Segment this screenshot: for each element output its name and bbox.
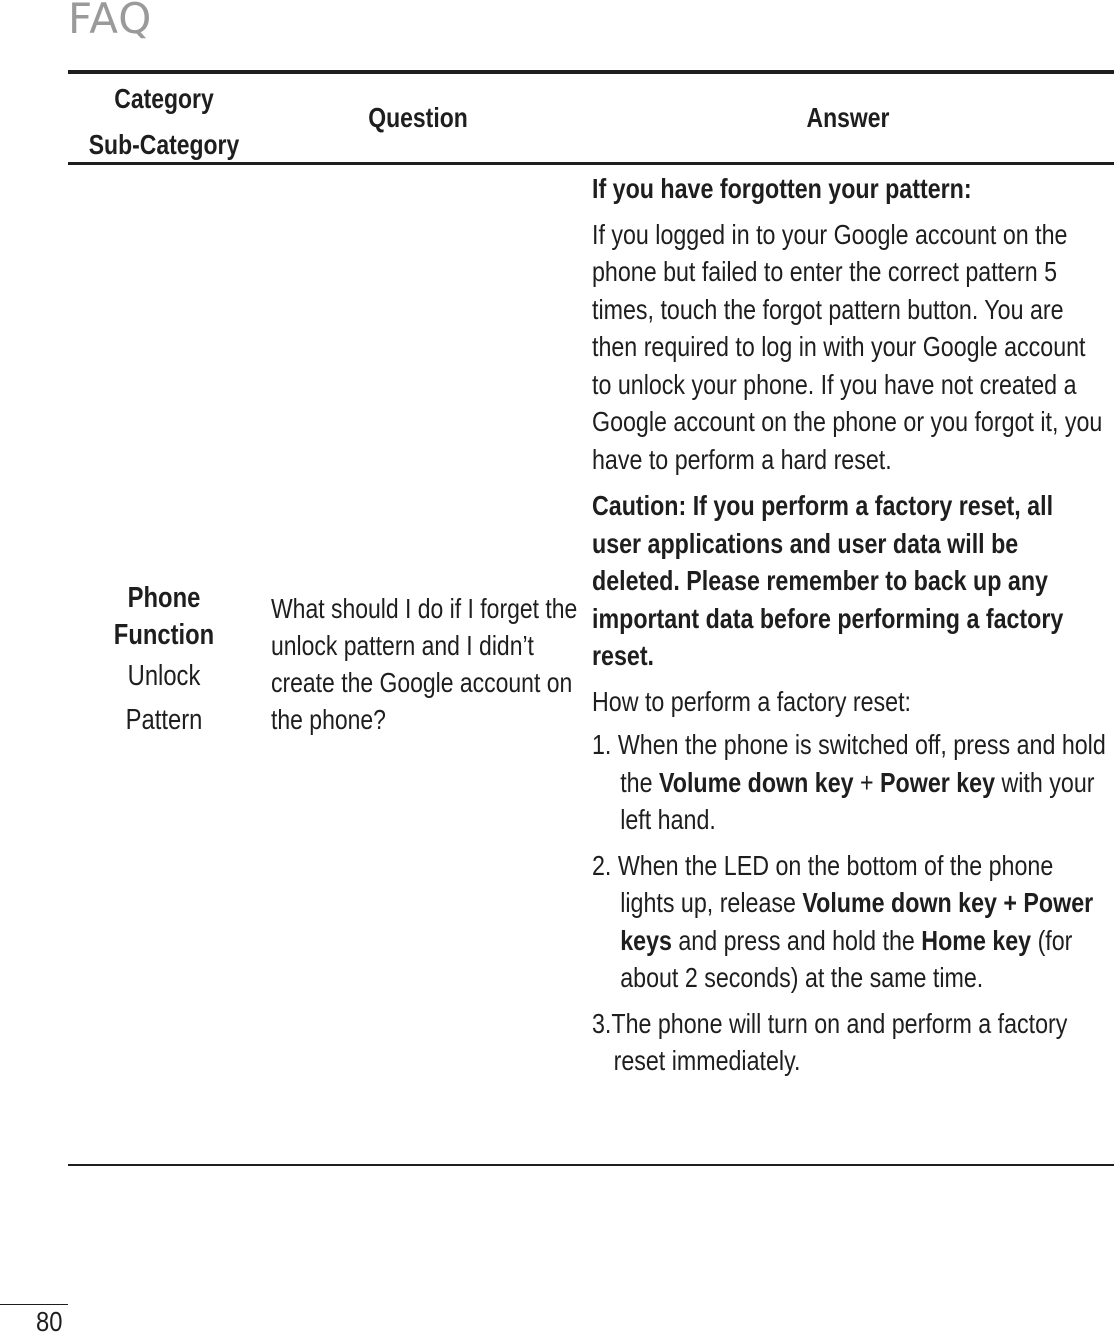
page-number-rule [0,1304,68,1305]
answer-caution: Caution: If you perform a factory reset, all user applications and user data will be deleted. Please remember to back up any important data before performing a factory reset. [592,490,1064,671]
page-number: 80 [36,1306,63,1337]
answer-step-3: 3.The phone will turn on and perform a factory reset immediately. [592,1007,1068,1076]
row-question: What should I do if I forget the unlock pattern and I didn’t create the Google account on the phone? [271,593,578,735]
answer-heading: If you have forgotten your pattern: [592,173,972,204]
header-subcategory-label: Sub-Category [88,129,240,160]
row-category: Phone Function [113,582,215,651]
step-text: with your left hand. [620,766,1095,835]
row-answer-cell [592,170,1107,1088]
section-title: FAQ [68,0,153,43]
step-key-name: Power key [880,766,996,798]
step-number: 2. [592,849,618,881]
row-subcategory-line2: Pattern [125,704,203,736]
step-text: (for about 2 seconds) at the same time. [620,924,1073,993]
header-category [85,76,242,168]
answer-paragraph: If you logged in to your Google account on the phone but failed to enter the correct pattern 5 times, touch the forgot pattern button. You are then required to log in with your Google account to unlock your phone. If you have not created a Google account on the phone or you forgot it, you have to perform a hard reset. [592,218,1103,475]
answer-howto: How to perform a factory reset: [592,685,912,717]
row-category-cell [68,580,260,742]
step-text: When the phone is switched off, press and hold the [617,729,1106,798]
header-category-label: Category [114,83,214,114]
step-number: 1. [592,729,618,760]
step-text: and press and hold the [671,924,922,956]
table-header-rule [68,162,1114,165]
step-text: + [853,766,881,798]
header-question: Question [368,102,468,133]
table-bottom-rule [68,1164,1114,1166]
header-answer: Answer [806,102,890,133]
step-key-name: Home key [921,924,1032,956]
answer-step-1 [592,726,1107,839]
answer-step-2 [592,847,1107,997]
row-subcategory-line1: Unlock [127,660,201,692]
table-top-rule [68,70,1114,74]
step-text: When the LED on the bottom of the phone lights up, release [617,849,1054,918]
step-key-name: Volume down key + Power keys [620,887,1094,956]
step-key-name: Volume down key [658,766,854,798]
